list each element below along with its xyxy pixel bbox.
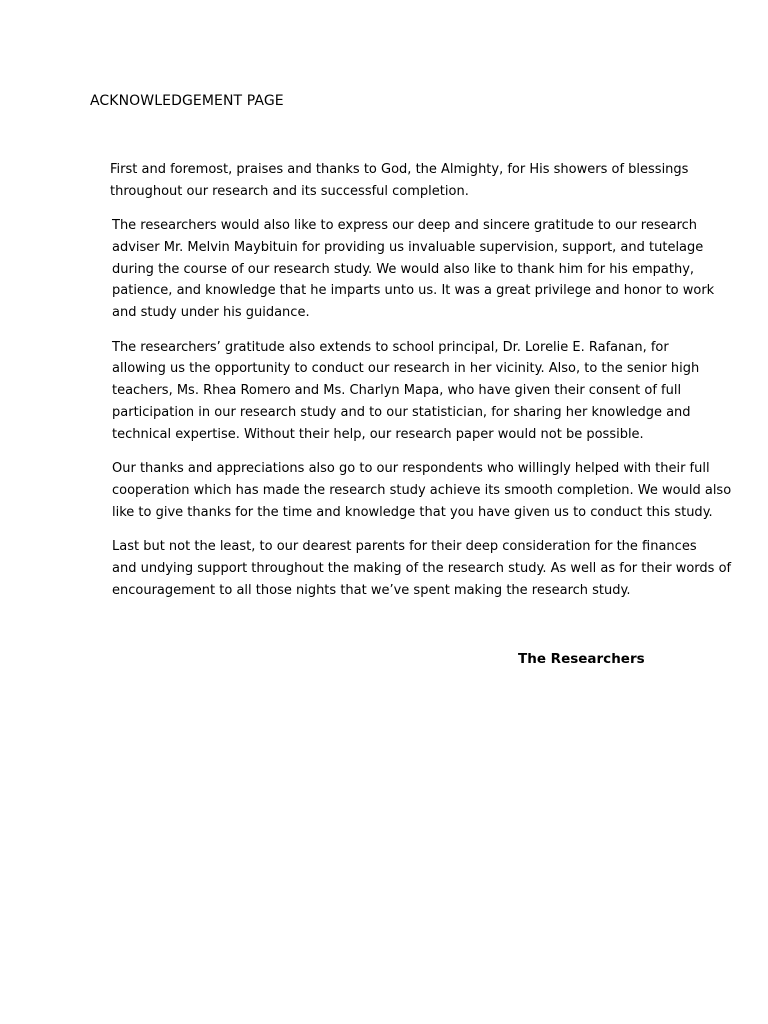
paragraph-5	[90, 536, 732, 601]
paragraph-line: throughout our research and its successful completion.	[110, 183, 469, 199]
paragraph-line: The researchers would also like to express our deep and sincere gratitude to our research	[112, 218, 698, 234]
paragraph-line: teachers, Ms. Rhea Romero and Ms. Charlyn Mapa, who have given their consent of full	[112, 383, 682, 399]
document-body	[90, 159, 732, 614]
paragraph-line: adviser Mr. Melvin Maybituin for providing us invaluable supervision, support, and tutelage	[112, 239, 704, 255]
paragraph-line: during the course of our research study. We would also like to thank him for his empathy,	[112, 261, 695, 277]
paragraph-line: encouragement to all those nights that we’ve spent making the research study.	[112, 582, 631, 598]
paragraph-line: and undying support throughout the making of the research study. As well as for their words of	[112, 560, 732, 576]
paragraph-line: participation in our research study and to our statistician, for sharing her knowledge and	[112, 404, 691, 420]
paragraph-line: patience, and knowledge that he imparts unto us. It was a great privilege and honor to work	[112, 283, 715, 299]
signature: The Researchers	[518, 651, 645, 667]
paragraph-line: technical expertise. Without their help, our research paper would not be possible.	[112, 426, 644, 442]
paragraph-line: cooperation which has made the research study achieve its smooth completion. We would also	[112, 482, 732, 498]
paragraph-line: Our thanks and appreciations also go to our respondents who willingly helped with their full	[112, 461, 710, 477]
paragraph-line: First and foremost, praises and thanks to God, the Almighty, for His showers of blessings	[110, 162, 689, 177]
page-title: ACKNOWLEDGEMENT PAGE	[90, 93, 284, 109]
paragraph-4	[90, 458, 732, 523]
paragraph-2	[90, 215, 715, 324]
paragraph-line: The researchers’ gratitude also extends to school principal, Dr. Lorelie E. Rafanan, for	[112, 339, 669, 355]
paragraph-line: allowing us the opportunity to conduct our research in her vicinity. Also, to the senior high	[112, 361, 700, 377]
paragraph-line: Last but not the least, to our dearest parents for their deep consideration for the finances	[112, 538, 697, 554]
paragraph-3	[90, 337, 700, 446]
paragraph-line: and study under his guidance.	[112, 305, 310, 321]
paragraph-1	[90, 159, 690, 203]
paragraph-line: like to give thanks for the time and knowledge that you have given us to conduct this study.	[112, 504, 713, 520]
